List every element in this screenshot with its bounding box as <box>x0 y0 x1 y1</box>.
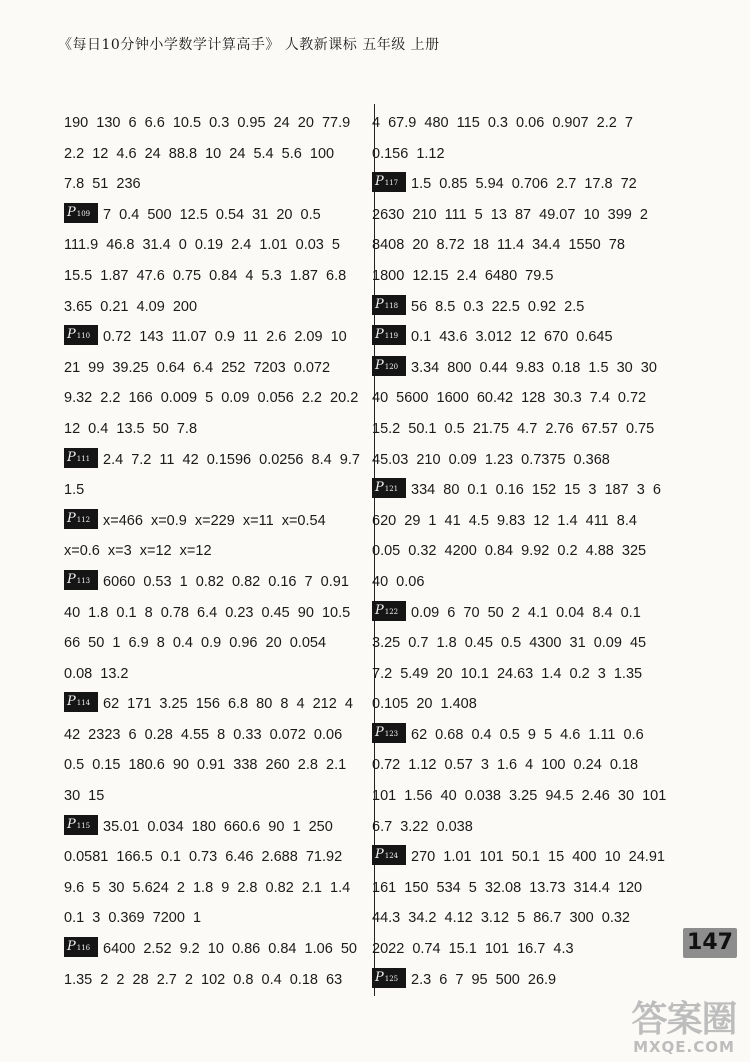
page-ref-letter: P <box>67 204 76 220</box>
answer-values: 0.5 0.15 180.6 90 0.91 338 260 2.8 2.1 <box>64 757 347 774</box>
answer-values: 2630 210 111 5 13 87 49.07 10 399 2 <box>372 206 648 223</box>
answer-line <box>64 139 368 170</box>
answer-values: 7.2 5.49 20 10.1 24.63 1.4 0.2 3 1.35 <box>372 665 643 682</box>
page-number: 147 <box>683 928 737 958</box>
page-ref-number: 115 <box>76 821 91 830</box>
answer-values: 270 1.01 101 50.1 15 400 10 24.91 <box>411 849 665 866</box>
answer-values: 0.09 6 70 50 2 4.1 0.04 8.4 0.1 <box>411 604 641 621</box>
answer-values: 2.4 7.2 11 42 0.1596 0.0256 8.4 9.7 <box>103 451 360 468</box>
left-answer-column <box>64 108 368 995</box>
answer-line <box>64 965 368 996</box>
answer-values: 15.2 50.1 0.5 21.75 4.7 2.76 67.57 0.75 <box>372 420 655 437</box>
book-header: 《每日10分钟小学数学计算高手》 人教新课标 五年级 上册 <box>58 37 440 53</box>
answer-line <box>64 812 368 843</box>
answer-line <box>372 536 702 567</box>
answer-line <box>372 965 702 996</box>
answer-line <box>372 475 702 506</box>
answer-values: 0.08 13.2 <box>64 665 129 682</box>
answer-line <box>372 414 702 445</box>
page-ref-number: 123 <box>384 730 399 739</box>
answer-line <box>64 445 368 476</box>
answer-values: 1800 12.15 2.4 6480 79.5 <box>372 267 554 284</box>
answer-values: 56 8.5 0.3 22.5 0.92 2.5 <box>411 298 585 315</box>
watermark-logo <box>618 999 750 1062</box>
answer-line <box>372 108 702 139</box>
answer-values: 44.3 34.2 4.12 3.12 5 86.7 300 0.32 <box>372 910 630 927</box>
answer-values: x=466 x=0.9 x=229 x=11 x=0.54 <box>103 512 326 529</box>
answer-values: 4 67.9 480 115 0.3 0.06 0.907 2.2 7 <box>372 115 633 131</box>
page-ref-letter: P <box>375 296 384 312</box>
answer-values: 2.2 12 4.6 24 88.8 10 24 5.4 5.6 100 <box>64 145 335 162</box>
answer-line <box>64 414 368 445</box>
answer-values: 6400 2.52 9.2 10 0.86 0.84 1.06 50 <box>103 941 357 958</box>
page-ref-letter: P <box>375 327 384 343</box>
answer-values: 0.156 1.12 <box>372 145 445 162</box>
page-ref-tag <box>64 203 98 223</box>
page-ref-letter: P <box>375 357 384 373</box>
answer-line <box>64 108 368 139</box>
answer-line <box>372 842 702 873</box>
answer-line <box>372 903 702 934</box>
answer-line <box>64 934 368 965</box>
answer-line <box>64 230 368 261</box>
page-ref-letter: P <box>67 510 76 526</box>
page-ref-letter: P <box>67 572 76 588</box>
answer-values: 0.72 143 11.07 0.9 11 2.6 2.09 10 <box>103 329 347 346</box>
page-ref-tag <box>64 509 98 529</box>
answer-values: 45.03 210 0.09 1.23 0.7375 0.368 <box>372 451 610 468</box>
page-ref-number: 124 <box>384 852 399 861</box>
answer-line <box>372 781 702 812</box>
page-ref-number: 112 <box>76 515 91 524</box>
answer-line <box>64 628 368 659</box>
answer-values: 7 0.4 500 12.5 0.54 31 20 0.5 <box>103 206 321 223</box>
answer-values: 40 1.8 0.1 8 0.78 6.4 0.23 0.45 90 10.5 <box>64 604 351 621</box>
page-ref-number: 110 <box>76 332 91 341</box>
page-ref-number: 114 <box>76 699 91 708</box>
page-ref-letter: P <box>375 725 384 741</box>
page-ref-number: 119 <box>384 332 399 341</box>
answer-values: 0.1 3 0.369 7200 1 <box>64 910 202 927</box>
answer-values: 40 0.06 <box>372 573 425 590</box>
page-ref-tag <box>64 325 98 345</box>
page-ref-number: 116 <box>76 944 91 953</box>
answer-values: 190 130 6 6.6 10.5 0.3 0.95 24 20 77.9 <box>64 115 351 131</box>
answer-values: 21 99 39.25 0.64 6.4 252 7203 0.072 <box>64 359 331 376</box>
page-ref-letter: P <box>375 174 384 190</box>
page-ref-tag <box>64 448 98 468</box>
answer-values: 334 80 0.1 0.16 152 15 3 187 3 6 <box>411 482 661 499</box>
answer-line <box>372 230 702 261</box>
answer-values: 0.105 20 1.408 <box>372 696 477 713</box>
answer-line <box>372 567 702 598</box>
answer-values: 620 29 1 41 4.5 9.83 12 1.4 411 8.4 <box>372 512 637 529</box>
watermark-text: 答案圈 <box>631 999 737 1040</box>
page-ref-tag <box>372 295 406 315</box>
answer-values: 0.05 0.32 4200 0.84 9.92 0.2 4.88 325 <box>372 543 647 560</box>
answer-line <box>64 903 368 934</box>
answer-values: 2.3 6 7 95 500 26.9 <box>411 971 557 988</box>
answer-values: 101 1.56 40 0.038 3.25 94.5 2.46 30 101 <box>372 788 667 805</box>
answer-line <box>372 139 702 170</box>
answer-line <box>372 200 702 231</box>
page-ref-number: 122 <box>384 607 399 616</box>
answer-values: 0.0581 166.5 0.1 0.73 6.46 2.688 71.92 <box>64 849 343 866</box>
answer-line <box>64 873 368 904</box>
answer-line <box>64 200 368 231</box>
answer-line <box>372 659 702 690</box>
answer-line <box>372 873 702 904</box>
answer-line <box>372 292 702 323</box>
answer-values: 2022 0.74 15.1 101 16.7 4.3 <box>372 941 574 958</box>
page-ref-number: 113 <box>76 577 91 586</box>
answer-line <box>64 567 368 598</box>
answer-line <box>64 598 368 629</box>
answer-values: 30 15 <box>64 788 105 805</box>
page-ref-number: 120 <box>384 362 399 371</box>
page-ref-letter: P <box>375 602 384 618</box>
answer-values: 62 0.68 0.4 0.5 9 5 4.6 1.11 0.6 <box>411 726 644 743</box>
answer-line <box>372 261 702 292</box>
answer-line <box>372 322 702 353</box>
answer-line <box>372 934 702 965</box>
answer-line <box>372 445 702 476</box>
page-ref-number: 118 <box>384 301 399 310</box>
page-ref-number: 109 <box>76 209 91 218</box>
answer-values: 42 2323 6 0.28 4.55 8 0.33 0.072 0.06 <box>64 726 343 743</box>
page-ref-tag <box>372 601 406 621</box>
answer-values: 1.35 2 2 28 2.7 2 102 0.8 0.4 0.18 63 <box>64 971 343 988</box>
answer-line <box>372 353 702 384</box>
answer-line <box>64 292 368 323</box>
answer-line <box>64 475 368 506</box>
answer-line <box>372 689 702 720</box>
answer-line <box>372 812 702 843</box>
right-answer-column <box>372 108 702 995</box>
page-ref-number: 111 <box>76 454 91 463</box>
page-ref-letter: P <box>375 847 384 863</box>
answer-line <box>64 750 368 781</box>
answer-line <box>372 720 702 751</box>
answer-values: 111.9 46.8 31.4 0 0.19 2.4 1.01 0.03 5 <box>64 237 340 254</box>
answer-line <box>64 322 368 353</box>
answer-line <box>64 353 368 384</box>
page-ref-tag <box>372 356 406 376</box>
page-ref-tag <box>64 570 98 590</box>
answer-values: 66 50 1 6.9 8 0.4 0.9 0.96 20 0.054 <box>64 635 327 652</box>
answer-values: 0.1 43.6 3.012 12 670 0.645 <box>411 329 613 346</box>
answer-line <box>372 383 702 414</box>
answer-values: x=0.6 x=3 x=12 x=12 <box>64 543 212 560</box>
answer-line <box>64 169 368 200</box>
page-ref-tag <box>372 172 406 192</box>
page-ref-number: 117 <box>384 179 399 188</box>
page-ref-letter: P <box>67 816 76 832</box>
answer-values: 35.01 0.034 180 660.6 90 1 250 <box>103 818 333 835</box>
answer-values: 6060 0.53 1 0.82 0.82 0.16 7 0.91 <box>103 573 349 590</box>
page-ref-number: 121 <box>384 485 399 494</box>
answer-line <box>372 750 702 781</box>
answer-line <box>372 506 702 537</box>
answer-line <box>64 842 368 873</box>
answer-values: 1.5 0.85 5.94 0.706 2.7 17.8 72 <box>411 176 637 193</box>
page-ref-letter: P <box>375 969 384 985</box>
page-ref-tag <box>64 692 98 712</box>
page-ref-tag <box>372 968 406 988</box>
answer-line <box>64 536 368 567</box>
page-ref-tag <box>64 937 98 957</box>
page-ref-letter: P <box>67 449 76 465</box>
watermark-url: MXQE.COM <box>633 1038 735 1056</box>
page-ref-letter: P <box>67 694 76 710</box>
answer-values: 3.34 800 0.44 9.83 0.18 1.5 30 30 <box>411 359 657 376</box>
page-ref-tag <box>372 845 406 865</box>
answer-line <box>64 720 368 751</box>
answer-values: 0.72 1.12 0.57 3 1.6 4 100 0.24 0.18 <box>372 757 639 774</box>
answer-values: 15.5 1.87 47.6 0.75 0.84 4 5.3 1.87 6.8 <box>64 267 347 284</box>
answer-line <box>64 506 368 537</box>
answer-values: 40 5600 1600 60.42 128 30.3 7.4 0.72 <box>372 390 647 407</box>
page-ref-letter: P <box>67 939 76 955</box>
page-ref-tag <box>372 325 406 345</box>
answer-values: 1.5 <box>64 482 85 499</box>
answer-values: 9.32 2.2 166 0.009 5 0.09 0.056 2.2 20.2 <box>64 390 359 407</box>
answer-values: 161 150 534 5 32.08 13.73 314.4 120 <box>372 879 643 896</box>
answer-values: 62 171 3.25 156 6.8 80 8 4 212 4 <box>103 696 353 713</box>
answer-line <box>64 659 368 690</box>
page-ref-letter: P <box>67 327 76 343</box>
answer-line <box>372 169 702 200</box>
answer-values: 3.25 0.7 1.8 0.45 0.5 4300 31 0.09 45 <box>372 635 647 652</box>
answer-values: 7.8 51 236 <box>64 176 141 193</box>
answer-line <box>64 781 368 812</box>
answer-line <box>64 689 368 720</box>
answer-values: 3.65 0.21 4.09 200 <box>64 298 198 315</box>
answer-values: 9.6 5 30 5.624 2 1.8 9 2.8 0.82 2.1 1.4 <box>64 879 351 896</box>
page-ref-letter: P <box>375 480 384 496</box>
answer-line <box>64 261 368 292</box>
answer-values: 12 0.4 13.5 50 7.8 <box>64 420 198 437</box>
page-ref-number: 125 <box>384 974 399 983</box>
page-ref-tag <box>64 815 98 835</box>
answer-line <box>372 628 702 659</box>
answer-line <box>372 598 702 629</box>
answer-values: 6.7 3.22 0.038 <box>372 818 473 835</box>
page-ref-tag <box>372 723 406 743</box>
answer-values: 8408 20 8.72 18 11.4 34.4 1550 78 <box>372 237 625 254</box>
answer-line <box>64 383 368 414</box>
page-ref-tag <box>372 478 406 498</box>
